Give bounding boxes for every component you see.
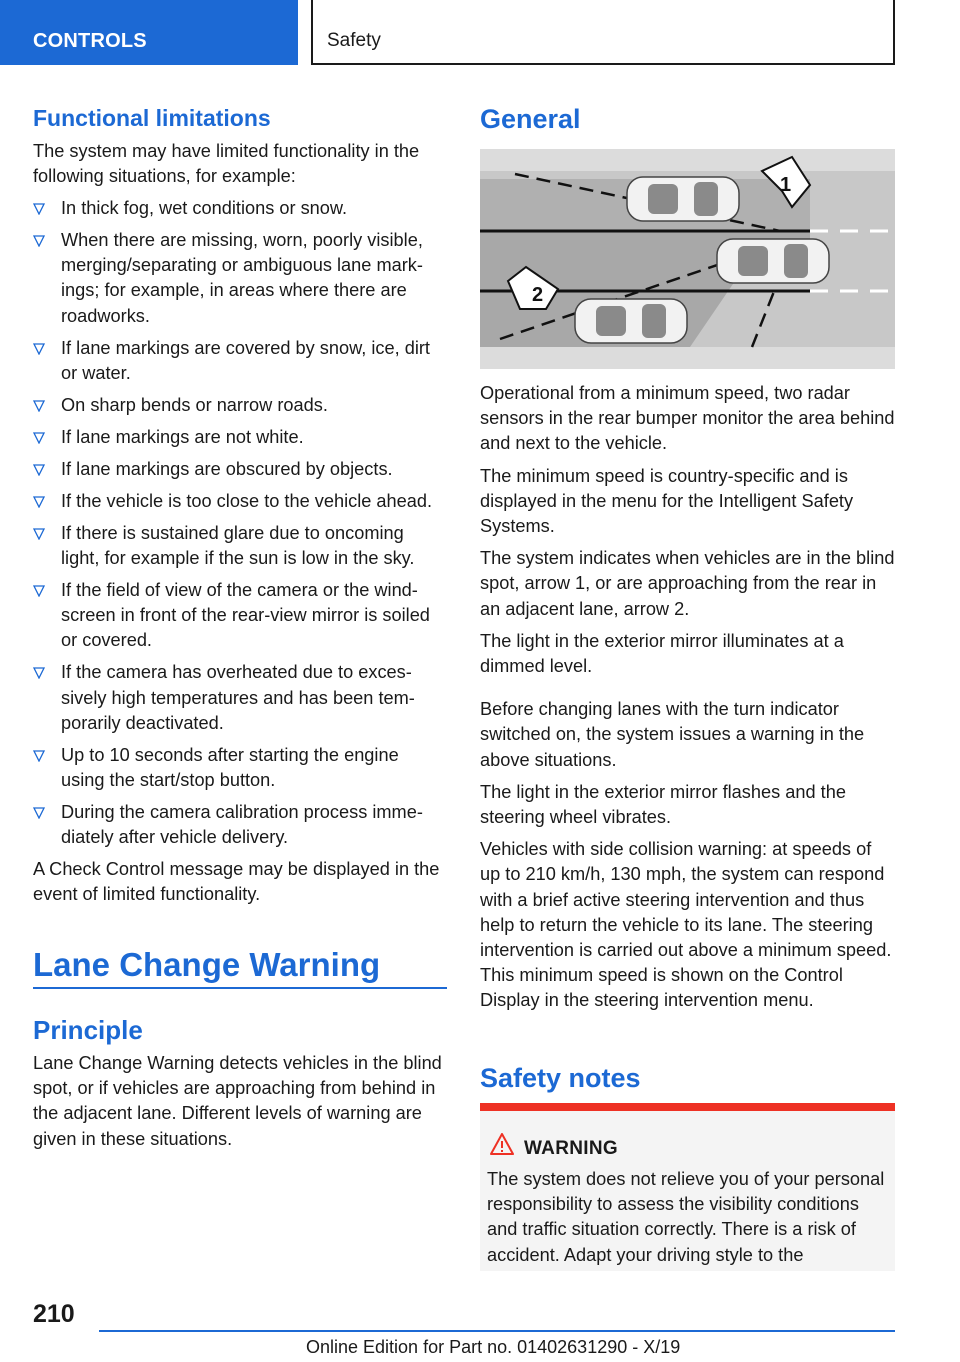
triangle-bullet-icon [33,750,45,762]
paragraph: The minimum speed is country-specific and is displayed in the menu for the Intelligent Safety Systems. [480,465,854,537]
list-item-text: In thick fog, wet conditions or snow. [61,198,348,218]
car-icon [627,177,739,221]
footer-edition: Online Edition for Part no. 01402631290 - X/19 [306,1337,681,1357]
list-item-text: If the vehicle is too close to the vehicle ahead. [61,490,433,511]
arrow-2-label: 2 [532,284,544,306]
functional-intro: The system may have limited functionality in the following situations, for example: [33,141,420,187]
lane-change-figure [480,149,895,369]
list-item-text: If the field of view of the camera or the windscreen in front of the rear-view mirror is soiled or covered. [61,580,430,651]
lane-change-warning-heading: Lane Change Warning [33,946,381,983]
paragraph: Operational from a minimum speed, two radar sensors in the rear bumper monitor the area behind and next to the vehicle. [480,383,895,454]
list-item-text: If lane markings are not white. [61,426,304,447]
paragraph: The system indicates when vehicles are in the blind spot, arrow 1, or are approaching from the rear in an adjacent lane, arrow 2. [480,548,895,619]
triangle-bullet-icon [33,432,45,444]
list-item [33,660,447,736]
list-item-text: If the camera has overheated due to excessively high temperatures and has been temporarily deactivated. [61,662,415,733]
header-section-title: Safety [311,0,895,65]
list-item-text: Up to 10 seconds after starting the engine using the start/stop button. [61,744,399,791]
triangle-bullet-icon [33,807,45,819]
general-text [480,381,895,1014]
check-control-note: A Check Control message may be displayed in the event of limited functionality. [33,859,440,905]
triangle-bullet-icon [33,343,45,355]
warning-box [480,1103,895,1271]
triangle-bullet-icon [33,496,45,508]
triangle-bullet-icon [33,235,45,247]
list-item-text: If lane markings are obscured by objects. [61,458,393,479]
list-item [33,457,447,482]
footer-rule [99,1330,895,1332]
list-item [33,196,447,221]
triangle-bullet-icon [33,585,45,597]
header-tab: CONTROLS [0,0,298,65]
list-item-text: On sharp bends or narrow roads. [61,394,328,415]
limitations-list [33,196,447,857]
list-item [33,800,447,850]
triangle-bullet-icon [33,400,45,412]
triangle-bullet-icon [33,528,45,540]
list-item [33,578,447,654]
safety-notes-heading: Safety notes [480,1063,641,1093]
triangle-bullet-icon [33,203,45,215]
warning-text: The system does not relieve you of your personal responsibility to assess the visibility conditions and traffic situation correctly. There is a risk of accident. Adapt your driving style to the [487,1169,885,1265]
principle-heading: Principle [33,1015,143,1045]
list-item-text: When there are missing, worn, poorly visible, merging/separating or ambiguous lane markings; for example, in areas where there are roadworks. [61,230,423,326]
list-item-text: If there is sustained glare due to oncoming light, for example if the sun is low in the sky. [61,522,415,569]
car-icon [575,299,687,343]
paragraph: The light in the exterior mirror illuminates at a dimmed level. [480,630,844,677]
triangle-bullet-icon [33,667,45,679]
list-item [33,228,447,329]
list-item-text: If lane markings are covered by snow, ice, dirt or water. [61,337,430,383]
principle-text: Lane Change Warning detects vehicles in the blind spot, or if vehicles are approaching from behind in the adjacent lane. Different levels of warning are given in these situations. [33,1053,442,1149]
general-heading: General [480,104,581,134]
warning-title: WARNING [524,1138,618,1159]
functional-limitations-heading: Functional limitations [33,105,271,131]
list-item [33,336,447,386]
heading-rule [33,987,447,989]
warning-triangle-icon [490,1133,514,1155]
car-icon [717,239,829,283]
list-item [33,393,447,418]
list-item [33,743,447,793]
page-number: 210 [33,1300,75,1328]
paragraph: The light in the exterior mirror flashes and the steering wheel vibrates. [480,781,846,828]
list-item [33,425,447,450]
paragraph: Vehicles with side collision warning: at speeds of up to 210 km/h, 130 mph, the system can respond with a brief active steering intervention and thus help to return the vehicle to its lane. The steering intervention is carried out above a minimum speed. This minimum speed is shown on the Control Display in the steering intervention menu. [480,839,892,1011]
list-item-text: During the camera calibration process immediately after vehicle delivery. [61,802,423,848]
list-item [33,521,447,571]
arrow-1-label: 1 [780,174,792,196]
list-item [33,489,447,514]
paragraph: Before changing lanes with the turn indicator switched on, the system issues a warning in the above situations. [480,699,865,770]
triangle-bullet-icon [33,464,45,476]
lane-diagram-illustration [480,149,895,369]
